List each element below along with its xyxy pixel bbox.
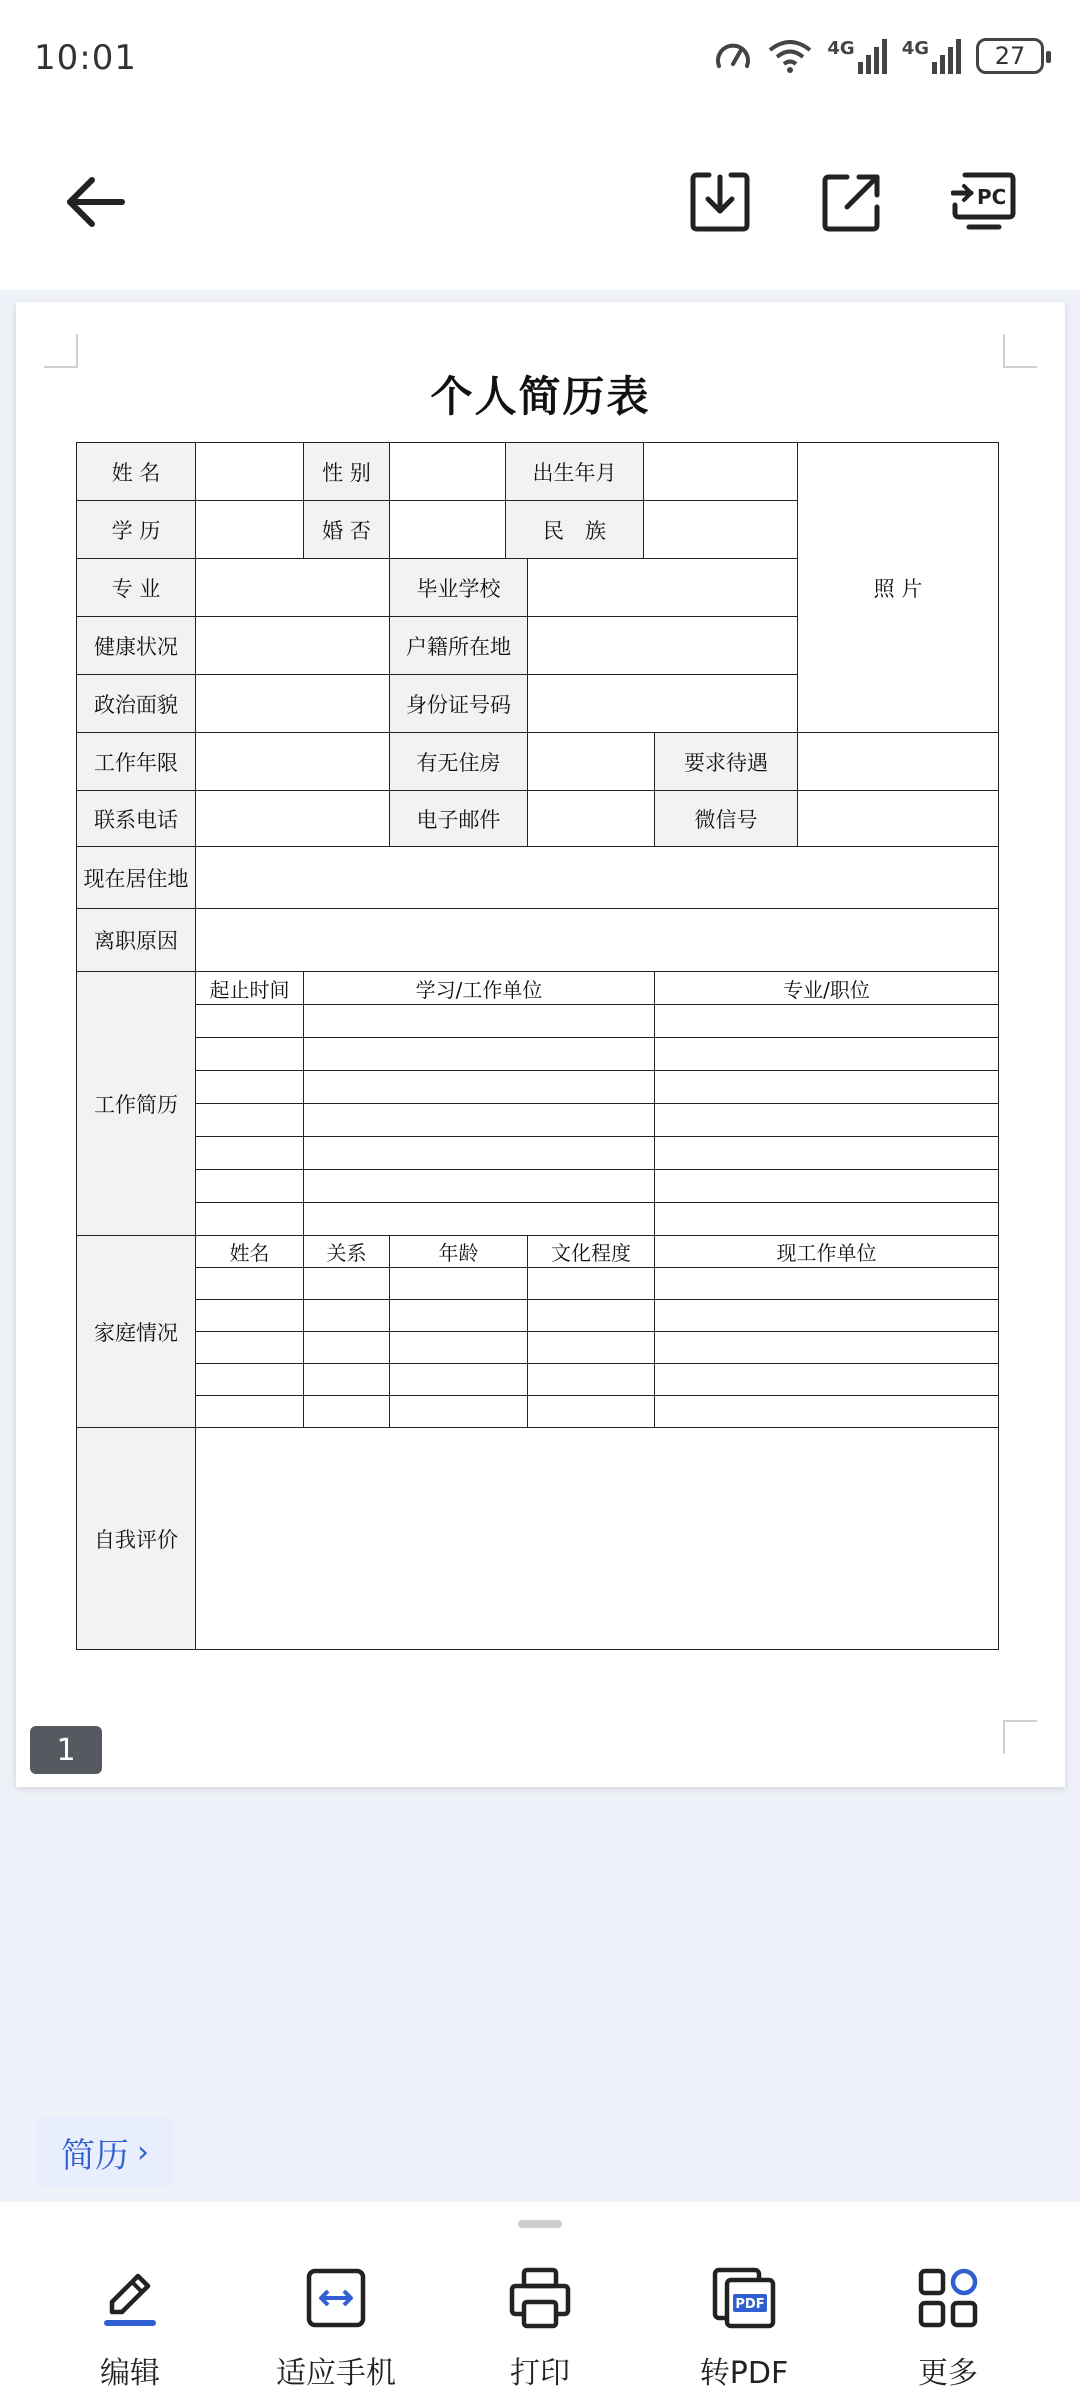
table-cell[interactable] (304, 1364, 390, 1396)
header-current-employer: 现工作单位 (655, 1236, 999, 1268)
fit-width-icon (304, 2266, 368, 2330)
share-icon (821, 171, 883, 233)
label-address: 现在居住地 (77, 847, 196, 909)
share-button[interactable] (812, 162, 892, 242)
network-type-1: 4G (827, 38, 855, 59)
fit-phone-label: 适应手机 (276, 2356, 396, 2391)
value-cell[interactable] (390, 443, 506, 501)
label-housing: 有无住房 (390, 733, 528, 791)
table-cell[interactable] (655, 1300, 999, 1332)
value-cell[interactable] (196, 1428, 999, 1650)
value-cell[interactable] (196, 909, 999, 972)
signal-bars-icon (858, 38, 888, 74)
table-cell[interactable] (528, 1300, 655, 1332)
table-cell[interactable] (655, 1071, 999, 1104)
value-cell[interactable] (390, 501, 506, 559)
pc-label: PC (977, 185, 1007, 209)
label-work-years: 工作年限 (77, 733, 196, 791)
label-email: 电子邮件 (390, 791, 528, 847)
table-cell[interactable] (304, 1104, 655, 1137)
table-cell[interactable] (304, 1038, 655, 1071)
fit-phone-button[interactable] (246, 2262, 426, 2392)
back-button[interactable] (56, 162, 136, 242)
page-corner-mark (1003, 334, 1037, 368)
pdf-badge: PDF (735, 2297, 765, 2312)
value-cell[interactable] (196, 559, 390, 617)
status-icons (713, 34, 1044, 78)
bottom-toolbar (0, 2202, 1080, 2400)
grid-more-icon (916, 2266, 980, 2330)
table-cell[interactable] (655, 1005, 999, 1038)
table-cell[interactable] (196, 1104, 304, 1137)
label-salary: 要求待遇 (655, 733, 798, 791)
more-button[interactable] (858, 2262, 1038, 2392)
header-education-level: 文化程度 (528, 1236, 655, 1268)
label-education: 学 历 (77, 501, 196, 559)
value-cell[interactable] (196, 501, 304, 559)
edit-label: 编辑 (100, 2356, 160, 2391)
more-label: 更多 (918, 2356, 978, 2391)
value-cell[interactable] (528, 559, 798, 617)
table-cell[interactable] (196, 1071, 304, 1104)
label-major: 专 业 (77, 559, 196, 617)
page-number-badge: 1 (30, 1726, 102, 1774)
table-cell[interactable] (390, 1300, 528, 1332)
value-cell[interactable] (196, 733, 390, 791)
value-cell[interactable] (196, 617, 390, 675)
header-unit: 学习/工作单位 (304, 972, 655, 1005)
category-breadcrumb[interactable] (36, 2116, 174, 2188)
speed-icon (713, 36, 753, 76)
pencil-icon (98, 2266, 162, 2330)
header-relation: 关系 (304, 1236, 390, 1268)
network-type-2: 4G (901, 38, 929, 59)
table-cell[interactable] (304, 1005, 655, 1038)
value-cell[interactable] (644, 501, 798, 559)
document-title: 个人简历表 (430, 372, 651, 421)
table-cell[interactable] (196, 1300, 304, 1332)
table-cell[interactable] (304, 1300, 390, 1332)
label-gender: 性 别 (304, 443, 390, 501)
table-cell[interactable] (655, 1268, 999, 1300)
table-cell[interactable] (655, 1137, 999, 1170)
label-political: 政治面貌 (77, 675, 196, 733)
table-cell[interactable] (304, 1137, 655, 1170)
table-cell[interactable] (304, 1396, 390, 1428)
table-cell[interactable] (196, 1268, 304, 1300)
table-cell[interactable] (304, 1203, 655, 1236)
to-pdf-label: 转PDF (699, 2356, 789, 2391)
table-cell[interactable] (196, 1364, 304, 1396)
table-cell[interactable] (196, 1038, 304, 1071)
table-cell[interactable] (528, 1364, 655, 1396)
download-button[interactable] (680, 162, 760, 242)
pc-view-button[interactable] (944, 162, 1024, 242)
header-family-name: 姓名 (196, 1236, 304, 1268)
table-cell[interactable] (390, 1268, 528, 1300)
label-health: 健康状况 (77, 617, 196, 675)
table-cell[interactable] (196, 1396, 304, 1428)
table-cell[interactable] (390, 1332, 528, 1364)
table-cell[interactable] (196, 1005, 304, 1038)
table-cell[interactable] (655, 1170, 999, 1203)
drag-handle[interactable] (518, 2220, 562, 2228)
signal-bars-icon (932, 38, 962, 74)
signal-1 (827, 38, 887, 74)
to-pdf-button[interactable] (654, 2262, 834, 2392)
label-ethnic: 民 族 (506, 501, 644, 559)
edit-button[interactable] (40, 2262, 220, 2392)
table-cell[interactable] (196, 1203, 304, 1236)
download-icon (689, 171, 751, 233)
battery-icon (976, 38, 1044, 74)
label-wechat: 微信号 (655, 791, 798, 847)
table-cell[interactable] (390, 1364, 528, 1396)
back-arrow-icon (64, 174, 128, 230)
table-cell[interactable] (304, 1170, 655, 1203)
value-cell[interactable] (196, 443, 304, 501)
table-cell[interactable] (304, 1332, 390, 1364)
label-work-history: 工作简历 (77, 972, 196, 1236)
table-cell[interactable] (196, 1332, 304, 1364)
table-cell[interactable] (528, 1332, 655, 1364)
page-corner-mark (1003, 1720, 1037, 1754)
document-page[interactable] (16, 302, 1065, 1787)
printer-icon (508, 2266, 572, 2330)
table-cell[interactable] (655, 1332, 999, 1364)
breadcrumb-label: 简历 (61, 2135, 129, 2176)
chevron-right-icon: › (137, 2134, 149, 2170)
value-cell[interactable] (644, 443, 798, 501)
app-bar (0, 120, 1080, 290)
table-cell[interactable] (655, 1104, 999, 1137)
table-cell[interactable] (196, 1137, 304, 1170)
value-cell[interactable] (798, 791, 999, 847)
label-self-eval: 自我评价 (77, 1428, 196, 1650)
battery-level: 27 (994, 42, 1026, 70)
table-cell[interactable] (304, 1071, 655, 1104)
table-cell[interactable] (655, 1364, 999, 1396)
table-cell[interactable] (655, 1038, 999, 1071)
page-corner-mark (44, 334, 78, 368)
label-birth: 出生年月 (506, 443, 644, 501)
value-cell[interactable] (196, 675, 390, 733)
table-cell[interactable] (390, 1396, 528, 1428)
value-cell[interactable] (528, 791, 655, 847)
label-id-number: 身份证号码 (390, 675, 528, 733)
value-cell[interactable] (528, 675, 798, 733)
value-cell[interactable] (196, 847, 999, 909)
header-period: 起止时间 (196, 972, 304, 1005)
label-marital: 婚 否 (304, 501, 390, 559)
print-button[interactable] (450, 2262, 630, 2392)
signal-2 (902, 38, 962, 74)
print-label: 打印 (510, 2356, 570, 2391)
table-cell[interactable] (528, 1268, 655, 1300)
label-photo: 照 片 (798, 443, 999, 733)
label-school: 毕业学校 (390, 559, 528, 617)
status-bar (0, 0, 1080, 120)
table-cell[interactable] (528, 1396, 655, 1428)
pc-icon (951, 171, 1017, 233)
status-time: 10:01 (34, 38, 137, 78)
value-cell[interactable] (528, 617, 798, 675)
value-cell[interactable] (798, 733, 999, 791)
label-hukou: 户籍所在地 (390, 617, 528, 675)
table-cell[interactable] (196, 1170, 304, 1203)
label-family: 家庭情况 (77, 1236, 196, 1428)
value-cell[interactable] (528, 733, 655, 791)
resume-table (76, 442, 999, 1650)
label-phone: 联系电话 (77, 791, 196, 847)
value-cell[interactable] (196, 791, 390, 847)
table-cell[interactable] (655, 1203, 999, 1236)
header-position: 专业/职位 (655, 972, 999, 1005)
label-leave-reason: 离职原因 (77, 909, 196, 972)
header-age: 年龄 (390, 1236, 528, 1268)
table-cell[interactable] (655, 1396, 999, 1428)
table-cell[interactable] (304, 1268, 390, 1300)
label-name: 姓 名 (77, 443, 196, 501)
pdf-convert-icon (711, 2266, 777, 2330)
wifi-icon (767, 36, 813, 76)
